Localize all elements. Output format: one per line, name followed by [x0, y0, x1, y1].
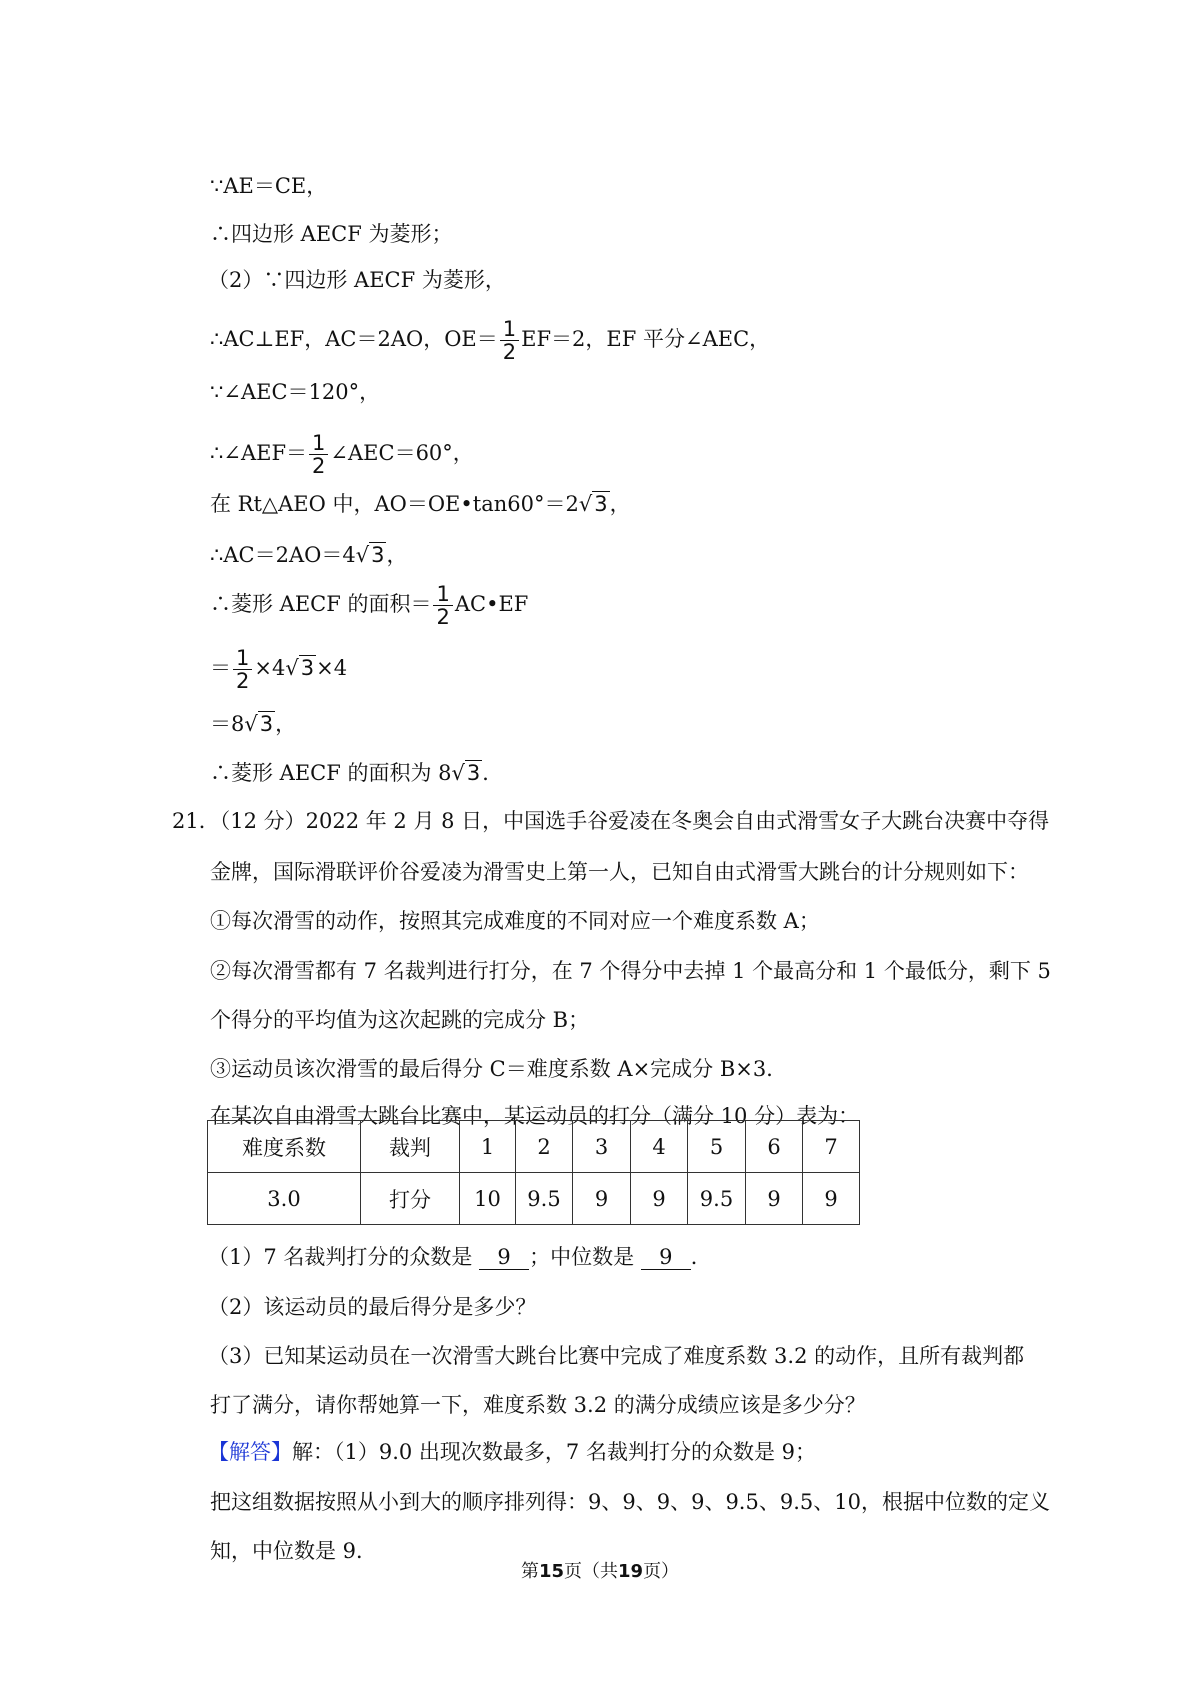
sqrt-symbol: √3 — [285, 656, 315, 680]
solution-line: ∵∠AEC＝120°， — [210, 380, 381, 404]
question-21-title: 21．（12 分）2022 年 2 月 8 日，中国选手谷爱凌在冬奥会自由式滑雪女子大跳台决赛中夺得 — [172, 809, 1050, 833]
solution-line: ＝8√3， — [210, 709, 296, 739]
table-cell: 9 — [573, 1173, 631, 1225]
sqrt-symbol: √3 — [451, 761, 481, 785]
rule-2-cont: 个得分的平均值为这次起跳的完成分 B； — [210, 1008, 590, 1032]
sqrt-symbol: √3 — [355, 543, 385, 567]
answer-tag: 【解答】 — [208, 1440, 292, 1464]
solution-line: ∴∠AEF＝ $\frac{1}{2}$ ∠AEC＝60°， — [210, 431, 474, 478]
solution-line: ∴菱形 AECF 的面积为 8√3． — [210, 758, 503, 788]
table-intro: 在某次自由滑雪大跳台比赛中，某运动员的打分（满分 10 分）表为： — [210, 1104, 860, 1128]
solution-line: ∴菱形 AECF 的面积＝ $\frac{1}{2}$ AC•EF — [210, 582, 529, 629]
table-cell: 6 — [746, 1121, 803, 1173]
answer-line: 知，中位数是 9． — [210, 1539, 378, 1563]
fraction: $\frac{1}{2}$ — [500, 318, 519, 363]
fraction: $\frac{1}{2}$ — [233, 647, 252, 692]
page-footer: 第15页（共19页） — [520, 1561, 680, 1582]
fraction: $\frac{1}{2}$ — [433, 583, 452, 628]
fraction: $\frac{1}{2}$ — [309, 432, 328, 477]
sub-question-3: （3）已知某运动员在一次滑雪大跳台比赛中完成了难度系数 3.2 的动作，且所有裁判都 — [208, 1344, 1025, 1368]
answer-line: 【解答】解：（1）9.0 出现次数最多，7 名裁判打分的众数是 9； — [208, 1440, 817, 1464]
solution-line: ∴AC＝2AO＝4√3， — [210, 540, 407, 570]
table-cell: 2 — [516, 1121, 573, 1173]
table-cell: 9.5 — [516, 1173, 573, 1225]
table-cell: 10 — [460, 1173, 516, 1225]
solution-line: ∴AC⊥EF，AC＝2AO，OE＝ $\frac{1}{2}$ EF＝2，EF 平分∠AEC， — [210, 317, 771, 364]
part2-intro: （2）∵四边形 AECF 为菱形， — [208, 268, 506, 292]
total-pages: 19 — [618, 1561, 644, 1582]
solution-line: ∵AE＝CE， — [210, 174, 328, 198]
score-table — [207, 1120, 860, 1225]
table-cell: 裁判 — [361, 1121, 460, 1173]
sub-question-2: （2）该运动员的最后得分是多少？ — [208, 1295, 537, 1319]
table-cell: 7 — [803, 1121, 860, 1173]
solution-line: ∴四边形 AECF 为菱形； — [210, 222, 453, 246]
answer-line: 把这组数据按照从小到大的顺序排列得：9、9、9、9、9.5、9.5、10，根据中位数的定义 — [210, 1490, 1050, 1514]
rule-2: ②每次滑雪都有 7 名裁判进行打分，在 7 个得分中去掉 1 个最高分和 1 个最低分，剩下 5 — [210, 959, 1051, 983]
answer-blank: 9 — [641, 1245, 691, 1270]
solution-line: 在 Rt△AEO 中，AO＝OE•tan60°＝2√3， — [210, 489, 631, 519]
table-cell: 打分 — [361, 1173, 460, 1225]
table-cell: 3 — [573, 1121, 631, 1173]
table-cell: 9 — [746, 1173, 803, 1225]
table-cell: 9.5 — [688, 1173, 746, 1225]
page-number: 15 — [538, 1561, 564, 1582]
table-cell: 难度系数 — [208, 1121, 361, 1173]
sqrt-symbol: √3 — [578, 492, 608, 516]
table-cell: 3.0 — [208, 1173, 361, 1225]
table-cell: 5 — [688, 1121, 746, 1173]
table-cell: 9 — [631, 1173, 688, 1225]
sub-question-1: （1）7 名裁判打分的众数是 9 ；中位数是 9 ． — [208, 1245, 712, 1269]
table-cell: 9 — [803, 1173, 860, 1225]
question-line: 金牌，国际滑联评价谷爱凌为滑雪史上第一人，已知自由式滑雪大跳台的计分规则如下： — [210, 860, 1029, 884]
table-cell: 1 — [460, 1121, 516, 1173]
table-cell: 4 — [631, 1121, 688, 1173]
table-row — [208, 1121, 860, 1173]
table-row — [208, 1173, 860, 1225]
sqrt-symbol: √3 — [244, 712, 274, 736]
sub-question-3-cont: 打了满分，请你帮她算一下，难度系数 3.2 的满分成绩应该是多少分？ — [210, 1393, 866, 1417]
rule-3: ③运动员该次滑雪的最后得分 C＝难度系数 A×完成分 B×3． — [210, 1057, 788, 1081]
answer-blank: 9 — [479, 1245, 529, 1270]
rule-1: ①每次滑雪的动作，按照其完成难度的不同对应一个难度系数 A； — [210, 909, 820, 933]
solution-line: ＝ $\frac{1}{2}$ ×4√3×4 — [210, 646, 348, 693]
